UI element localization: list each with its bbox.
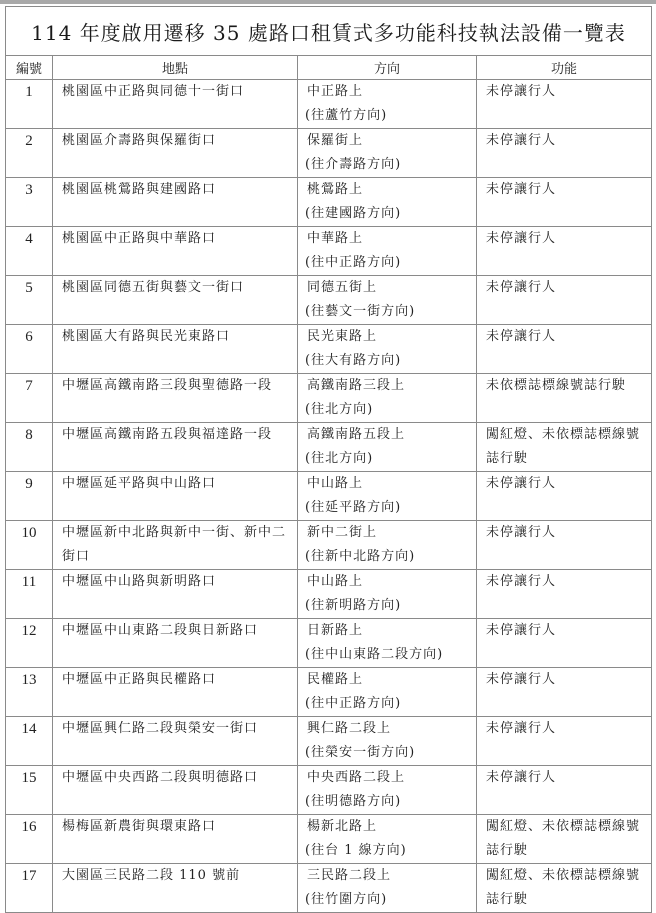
table-body — [6, 80, 652, 913]
direction-road: 保羅街上 — [307, 133, 364, 148]
table-row — [6, 227, 652, 276]
row-function: 未停讓行人 — [477, 619, 652, 668]
row-location: 中壢區興仁路二段與榮安一街口 — [53, 717, 298, 766]
row-number: 6 — [6, 325, 53, 374]
row-location: 桃園區大有路與民光東路口 — [53, 325, 298, 374]
row-direction — [298, 570, 477, 619]
row-location: 中壢區中山路與新明路口 — [53, 570, 298, 619]
direction-road: 中山路上 — [307, 574, 364, 589]
direction-road: 楊新北路上 — [307, 819, 378, 834]
direction-heading: (往延平路方向) — [305, 500, 402, 515]
direction-heading: (往竹圍方向) — [305, 892, 388, 907]
direction-heading: (往明德路方向) — [305, 794, 402, 809]
table-row — [6, 374, 652, 423]
row-location: 桃園區桃鶯路與建國路口 — [53, 178, 298, 227]
row-function: 未停讓行人 — [477, 668, 652, 717]
row-location: 中壢區中正路與民權路口 — [53, 668, 298, 717]
direction-heading: (往中正路方向) — [305, 696, 402, 711]
table-row — [6, 472, 652, 521]
row-function: 未停讓行人 — [477, 80, 652, 129]
table-title: 114 年度啟用遷移 35 處路口租賃式多功能科技執法設備一覽表 — [6, 7, 652, 56]
direction-heading: (往藝文一街方向) — [305, 304, 416, 319]
row-direction — [298, 276, 477, 325]
column-header-location: 地點 — [53, 56, 298, 80]
direction-road: 高鐵南路五段上 — [307, 427, 406, 442]
table-row — [6, 521, 652, 570]
header-row — [6, 56, 652, 80]
direction-heading: (往大有路方向) — [305, 353, 402, 368]
row-direction — [298, 815, 477, 864]
row-number: 17 — [6, 864, 53, 913]
direction-heading: (往北方向) — [305, 451, 374, 466]
row-number: 7 — [6, 374, 53, 423]
table-row — [6, 864, 652, 913]
row-number: 5 — [6, 276, 53, 325]
row-function: 未停讓行人 — [477, 766, 652, 815]
direction-heading: (往新中北路方向) — [305, 549, 416, 564]
direction-road: 民權路上 — [307, 672, 364, 687]
table-row — [6, 766, 652, 815]
direction-road: 中華路上 — [307, 231, 364, 246]
direction-road: 三民路二段上 — [307, 868, 392, 883]
row-location: 桃園區中正路與中華路口 — [53, 227, 298, 276]
table-row — [6, 178, 652, 227]
row-number: 3 — [6, 178, 53, 227]
top-edge-bar — [0, 0, 656, 4]
row-location: 大園區三民路二段 110 號前 — [53, 864, 298, 913]
direction-heading: (往介壽路方向) — [305, 157, 402, 172]
row-function: 闖紅燈、未依標誌標線號誌行駛 — [477, 815, 652, 864]
row-direction — [298, 178, 477, 227]
row-number: 14 — [6, 717, 53, 766]
row-function: 未依標誌標線號誌行駛 — [477, 374, 652, 423]
table-row — [6, 129, 652, 178]
direction-road: 同德五街上 — [307, 280, 378, 295]
row-direction — [298, 717, 477, 766]
row-number: 2 — [6, 129, 53, 178]
row-function: 闖紅燈、未依標誌標線號誌行駛 — [477, 423, 652, 472]
table-row — [6, 80, 652, 129]
row-direction — [298, 129, 477, 178]
row-number: 15 — [6, 766, 53, 815]
row-direction — [298, 521, 477, 570]
direction-road: 高鐵南路三段上 — [307, 378, 406, 393]
row-function: 未停讓行人 — [477, 325, 652, 374]
table-row — [6, 619, 652, 668]
row-function: 闖紅燈、未依標誌標線號誌行駛 — [477, 864, 652, 913]
column-header-function: 功能 — [477, 56, 652, 80]
row-number: 1 — [6, 80, 53, 129]
enforcement-equipment-table — [5, 6, 652, 913]
row-function: 未停讓行人 — [477, 129, 652, 178]
table-row — [6, 276, 652, 325]
row-number: 8 — [6, 423, 53, 472]
direction-road: 中山路上 — [307, 476, 364, 491]
direction-road: 興仁路二段上 — [307, 721, 392, 736]
row-number: 13 — [6, 668, 53, 717]
row-location: 桃園區中正路與同德十一街口 — [53, 80, 298, 129]
title-row — [6, 7, 652, 56]
direction-heading: (往榮安一街方向) — [305, 745, 416, 760]
direction-road: 民光東路上 — [307, 329, 378, 344]
direction-road: 日新路上 — [307, 623, 364, 638]
row-number: 12 — [6, 619, 53, 668]
direction-road: 桃鶯路上 — [307, 182, 364, 197]
row-location: 中壢區新中北路與新中一街、新中二街口 — [53, 521, 298, 570]
row-location: 中壢區延平路與中山路口 — [53, 472, 298, 521]
row-function: 未停讓行人 — [477, 276, 652, 325]
row-function: 未停讓行人 — [477, 570, 652, 619]
column-header-number: 編號 — [6, 56, 53, 80]
row-direction — [298, 766, 477, 815]
row-direction — [298, 80, 477, 129]
table-row — [6, 423, 652, 472]
direction-road: 中央西路二段上 — [307, 770, 406, 785]
direction-road: 新中二街上 — [307, 525, 378, 540]
row-location: 中壢區高鐵南路五段與福達路一段 — [53, 423, 298, 472]
table-row — [6, 570, 652, 619]
row-location: 桃園區同德五街與藝文一街口 — [53, 276, 298, 325]
row-location: 中壢區中山東路二段與日新路口 — [53, 619, 298, 668]
direction-heading: (往中正路方向) — [305, 255, 402, 270]
row-function: 未停讓行人 — [477, 521, 652, 570]
direction-road: 中正路上 — [307, 84, 364, 99]
row-direction — [298, 325, 477, 374]
direction-heading: (往中山東路二段方向) — [305, 647, 444, 662]
row-direction — [298, 472, 477, 521]
row-direction — [298, 668, 477, 717]
row-direction — [298, 374, 477, 423]
row-location: 中壢區高鐵南路三段與聖德路一段 — [53, 374, 298, 423]
direction-heading: (往北方向) — [305, 402, 374, 417]
column-header-direction: 方向 — [298, 56, 477, 80]
row-direction — [298, 864, 477, 913]
table-row — [6, 815, 652, 864]
row-location: 楊梅區新農街與環東路口 — [53, 815, 298, 864]
row-function: 未停讓行人 — [477, 717, 652, 766]
table-row — [6, 668, 652, 717]
direction-heading: (往建國路方向) — [305, 206, 402, 221]
direction-heading: (往新明路方向) — [305, 598, 402, 613]
row-number: 9 — [6, 472, 53, 521]
row-number: 11 — [6, 570, 53, 619]
row-number: 4 — [6, 227, 53, 276]
table-row — [6, 717, 652, 766]
direction-heading: (往蘆竹方向) — [305, 108, 388, 123]
table-row — [6, 325, 652, 374]
row-function: 未停讓行人 — [477, 178, 652, 227]
direction-heading: (往台 1 線方向) — [305, 843, 407, 858]
row-direction — [298, 619, 477, 668]
row-number: 10 — [6, 521, 53, 570]
row-function: 未停讓行人 — [477, 472, 652, 521]
row-location: 中壢區中央西路二段與明德路口 — [53, 766, 298, 815]
row-direction — [298, 227, 477, 276]
row-function: 未停讓行人 — [477, 227, 652, 276]
row-direction — [298, 423, 477, 472]
row-location: 桃園區介壽路與保羅街口 — [53, 129, 298, 178]
row-number: 16 — [6, 815, 53, 864]
